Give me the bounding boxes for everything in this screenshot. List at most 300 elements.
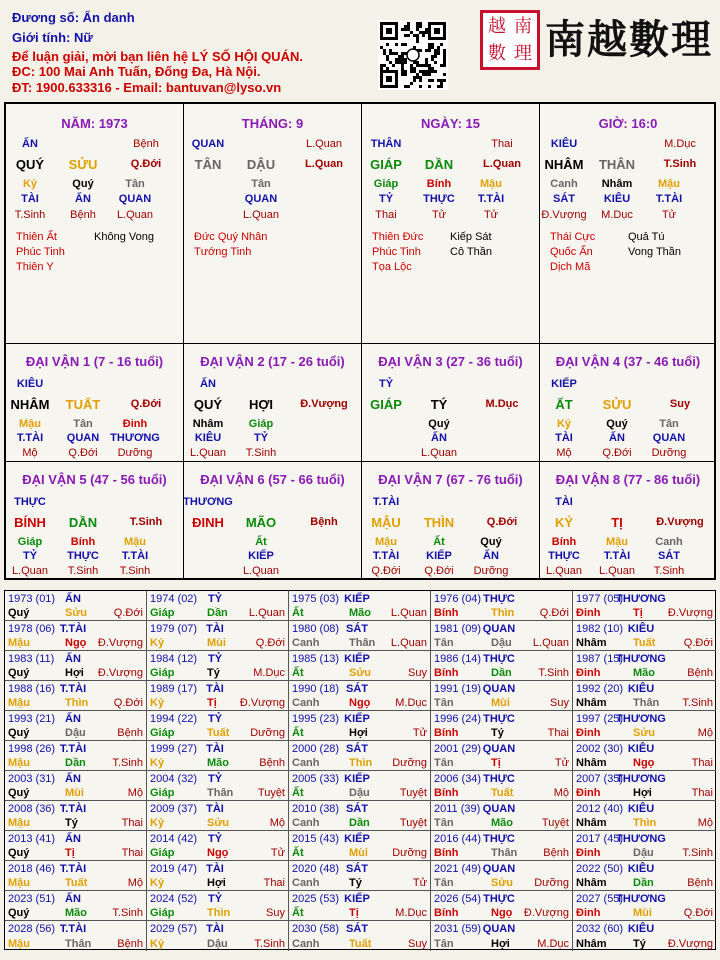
annual-branch: Hợi bbox=[65, 667, 84, 679]
annual-branch: Mão bbox=[65, 907, 87, 919]
hidden-phase: T.Sinh bbox=[14, 209, 46, 221]
annual-year: 1975 (03) bbox=[292, 593, 340, 605]
luck-hidden-god: KIẾP bbox=[248, 550, 274, 562]
luck-hidden-phase: Q.Đới bbox=[602, 447, 632, 459]
annual-cell bbox=[147, 711, 289, 741]
annual-god: ẤN bbox=[65, 833, 81, 845]
annual-phase: Bệnh bbox=[687, 667, 713, 679]
annual-cell bbox=[573, 921, 716, 951]
seal-char: 理 bbox=[514, 42, 532, 64]
annual-year: 2006 (34) bbox=[434, 773, 482, 785]
annual-branch: Tuất bbox=[65, 877, 88, 889]
heavenly-stem: NHÂM bbox=[544, 157, 584, 172]
annual-phase: T.Sinh bbox=[112, 757, 143, 769]
star-left: Đức Quý Nhân bbox=[194, 231, 268, 243]
annual-phase: Dưỡng bbox=[534, 877, 569, 889]
luck-hidden-stem: Ất bbox=[433, 536, 445, 548]
hidden-phase: M.Dục bbox=[601, 209, 633, 221]
luck-hidden-god: SÁT bbox=[658, 550, 680, 562]
annual-year: 1983 (11) bbox=[8, 653, 55, 665]
hidden-god: SÁT bbox=[553, 193, 575, 205]
annual-cell bbox=[289, 591, 431, 621]
annual-phase: Đ.Vượng bbox=[97, 637, 143, 649]
luck-hidden-stem: Quý bbox=[606, 418, 628, 430]
annual-branch: Ngọ bbox=[349, 697, 371, 709]
annual-stem: Nhâm bbox=[576, 697, 607, 709]
annual-year: 2023 (51) bbox=[8, 893, 56, 905]
annual-god: THƯƠNG bbox=[616, 713, 666, 725]
annual-cell bbox=[573, 831, 716, 861]
annual-stem: Canh bbox=[292, 938, 320, 950]
annual-year: 1982 (10) bbox=[576, 623, 624, 635]
annual-year: 1987 (15) bbox=[576, 653, 624, 665]
annual-branch: Sửu bbox=[207, 817, 230, 829]
luck-hidden-phase: T.Sinh bbox=[653, 565, 685, 577]
luck-phase: Q.Đới bbox=[130, 398, 162, 410]
annual-year: 1992 (20) bbox=[576, 683, 624, 695]
earthly-branch: SỬU bbox=[68, 157, 98, 172]
hidden-god: QUAN bbox=[118, 193, 152, 205]
annual-branch: Dần bbox=[349, 817, 370, 829]
annual-god: TỶ bbox=[207, 653, 223, 665]
hidden-stem: Giáp bbox=[373, 178, 399, 190]
luck-hidden-stem: Bính bbox=[70, 536, 96, 548]
annual-phase: T.Sinh bbox=[254, 938, 285, 950]
annual-year: 1979 (07) bbox=[150, 623, 198, 635]
luck-stem: ĐINH bbox=[192, 515, 224, 530]
hidden-god: T.TÀI bbox=[655, 193, 683, 205]
annual-year: 2012 (40) bbox=[576, 803, 624, 815]
annual-branch: Tị bbox=[349, 907, 359, 919]
annual-stem: Canh bbox=[292, 817, 320, 829]
heavenly-stem: TÂN bbox=[194, 157, 222, 172]
annual-branch: Thân bbox=[65, 938, 92, 950]
annual-phase: Thai bbox=[263, 877, 285, 889]
annual-god: KIẾP bbox=[344, 893, 370, 905]
annual-branch: Dần bbox=[491, 667, 512, 679]
annual-phase: Bệnh bbox=[117, 727, 143, 739]
annual-cell bbox=[289, 771, 431, 801]
annual-god: SÁT bbox=[346, 923, 368, 935]
annual-year: 2028 (56) bbox=[8, 923, 56, 935]
annual-year: 2031 (59) bbox=[434, 923, 482, 935]
luck-phase: Bệnh bbox=[310, 516, 338, 528]
annual-branch: Ngọ bbox=[633, 757, 655, 769]
luck-phase: Q.Đới bbox=[486, 516, 518, 528]
annual-branch: Dậu bbox=[207, 938, 228, 950]
luck-hidden-phase: L.Quan bbox=[189, 447, 227, 459]
annual-stem: Giáp bbox=[150, 667, 175, 679]
annual-year: 2018 (46) bbox=[8, 863, 56, 875]
luck-cell bbox=[540, 344, 716, 462]
hidden-god: QUAN bbox=[244, 193, 278, 205]
star-left: Thiên Ất bbox=[16, 231, 57, 243]
annual-god: THỰC bbox=[483, 593, 515, 605]
annual-phase: M.Dục bbox=[537, 938, 569, 950]
hidden-god: ẤN bbox=[75, 193, 91, 205]
luck-title: ĐẠI VẬN 3 (27 - 36 tuổi) bbox=[378, 354, 523, 369]
annual-cell bbox=[147, 861, 289, 891]
luck-hidden-phase: L.Quan bbox=[545, 565, 583, 577]
annual-god: SÁT bbox=[346, 683, 368, 695]
annual-phase: Bệnh bbox=[543, 847, 569, 859]
annual-stem: Mậu bbox=[8, 877, 30, 889]
annual-branch: Tị bbox=[491, 757, 501, 769]
annual-phase: Tuyệt bbox=[399, 817, 427, 829]
annual-stem: Kỷ bbox=[150, 757, 165, 769]
annual-phase: M.Dục bbox=[395, 907, 427, 919]
annual-branch: Sửu bbox=[349, 667, 372, 679]
annual-god: TỶ bbox=[207, 593, 223, 605]
branch-phase: Q.Đới bbox=[130, 158, 162, 170]
annual-stem: Ất bbox=[292, 907, 304, 919]
luck-cell bbox=[6, 344, 184, 462]
annual-phase: L.Quan bbox=[390, 607, 427, 619]
annual-branch: Dần bbox=[207, 607, 228, 619]
annual-god: QUAN bbox=[482, 923, 516, 935]
luck-phase: Đ.Vượng bbox=[300, 398, 348, 410]
annual-year: 2008 (36) bbox=[8, 803, 56, 815]
annual-god: KIẾP bbox=[344, 773, 370, 785]
annual-year: 2000 (28) bbox=[292, 743, 340, 755]
luck-branch: THÌN bbox=[423, 515, 455, 530]
annual-year: 1978 (06) bbox=[8, 623, 56, 635]
luck-phase: M.Dục bbox=[485, 398, 519, 410]
annual-cell bbox=[147, 651, 289, 681]
annual-god: TÀI bbox=[206, 683, 224, 695]
annual-phase: M.Dục bbox=[395, 697, 427, 709]
annual-stem: Bính bbox=[434, 847, 459, 859]
annual-branch: Thân bbox=[491, 847, 518, 859]
luck-hidden-god: T.TÀI bbox=[603, 550, 631, 562]
qr-code-icon bbox=[378, 20, 448, 90]
pillar-top-phase: L.Quan bbox=[305, 138, 343, 150]
luck-stem: GIÁP bbox=[370, 397, 402, 412]
luck-hidden-phase: Q.Đới bbox=[68, 447, 98, 459]
luck-cell bbox=[6, 462, 184, 580]
annual-cell bbox=[5, 711, 147, 741]
annual-stem: Đinh bbox=[576, 847, 601, 859]
annual-branch: Mão bbox=[491, 817, 513, 829]
annual-phase: T.Sinh bbox=[538, 667, 569, 679]
luck-hidden-god: KIẾP bbox=[426, 550, 452, 562]
annual-stem: Giáp bbox=[150, 907, 175, 919]
annual-god: KIẾP bbox=[344, 653, 370, 665]
pillar-top-god: KIÊU bbox=[550, 138, 578, 150]
annual-stem: Kỷ bbox=[150, 697, 165, 709]
annual-branch: Dậu bbox=[65, 727, 86, 739]
annual-cell bbox=[5, 741, 147, 771]
annual-branch: Mùi bbox=[207, 637, 226, 649]
annual-stem: Tân bbox=[434, 938, 454, 950]
hidden-god: TỶ bbox=[378, 193, 394, 205]
annual-phase: L.Quan bbox=[390, 637, 427, 649]
annual-branch: Sửu bbox=[65, 607, 88, 619]
annual-god: ẤN bbox=[65, 893, 81, 905]
annual-cell bbox=[5, 861, 147, 891]
pillar-top-phase: Bệnh bbox=[133, 138, 159, 150]
annual-branch: Thìn bbox=[491, 607, 515, 619]
pillar-top-phase: Thai bbox=[491, 138, 513, 150]
annual-god: SÁT bbox=[346, 803, 368, 815]
annual-god: ẤN bbox=[65, 713, 81, 725]
annual-branch: Thìn bbox=[349, 757, 373, 769]
annual-year: 1973 (01) bbox=[8, 593, 56, 605]
annual-stem: Mậu bbox=[8, 757, 30, 769]
pillar-title: THÁNG: 9 bbox=[241, 116, 304, 131]
annual-year: 2005 (33) bbox=[292, 773, 340, 785]
annual-stem: Ất bbox=[292, 607, 304, 619]
annual-cell bbox=[289, 711, 431, 741]
annual-year: 1986 (14) bbox=[434, 653, 482, 665]
annual-branch: Mùi bbox=[65, 787, 84, 799]
luck-hidden-stem: Mậu bbox=[375, 536, 397, 548]
luck-cell bbox=[184, 344, 362, 462]
annual-phase: Dưỡng bbox=[392, 757, 427, 769]
annual-year: 1984 (12) bbox=[150, 653, 198, 665]
hidden-stem: Kỷ bbox=[22, 178, 38, 190]
annual-stem: Tân bbox=[434, 817, 454, 829]
annual-year: 1990 (18) bbox=[292, 683, 340, 695]
luck-hidden-god: ẤN bbox=[483, 550, 499, 562]
gender: Giới tính: Nữ bbox=[12, 30, 93, 45]
annual-branch: Mão bbox=[633, 667, 655, 679]
annual-stem: Ất bbox=[292, 847, 304, 859]
luck-hidden-god: TỶ bbox=[22, 550, 38, 562]
annual-stem: Quý bbox=[8, 607, 30, 619]
annual-phase: Q.Đới bbox=[113, 697, 143, 709]
luck-hidden-phase: Dưỡng bbox=[651, 447, 687, 459]
earthly-branch: DẦN bbox=[424, 157, 454, 172]
luck-branch: TUẤT bbox=[65, 397, 101, 412]
annual-year: 2014 (42) bbox=[150, 833, 198, 845]
annual-phase: Q.Đới bbox=[683, 907, 713, 919]
annual-year: 2002 (30) bbox=[576, 743, 624, 755]
annual-stem: Đinh bbox=[576, 727, 601, 739]
annual-god: THƯƠNG bbox=[616, 593, 666, 605]
annual-god: T.TÀI bbox=[59, 683, 87, 695]
luck-title: ĐẠI VẬN 5 (47 - 56 tuổi) bbox=[22, 472, 167, 487]
annual-god: KIÊU bbox=[627, 623, 655, 635]
annual-god: THỰC bbox=[483, 833, 515, 845]
annual-year: 1988 (16) bbox=[8, 683, 56, 695]
annual-cell bbox=[573, 621, 716, 651]
annual-god: THƯƠNG bbox=[616, 833, 666, 845]
luck-title: ĐẠI VẬN 8 (77 - 86 tuổi) bbox=[555, 472, 701, 487]
annual-god: QUAN bbox=[482, 863, 516, 875]
hidden-stem: Quý bbox=[72, 178, 94, 190]
annual-branch: Ngọ bbox=[207, 847, 229, 859]
annual-phase: Thai bbox=[121, 817, 143, 829]
annual-cell bbox=[289, 681, 431, 711]
annual-year: 2017 (45) bbox=[576, 833, 624, 845]
annual-grid bbox=[4, 590, 716, 950]
annual-cell bbox=[5, 651, 147, 681]
annual-year: 2032 (60) bbox=[576, 923, 624, 935]
annual-phase: Bệnh bbox=[687, 877, 713, 889]
hidden-phase: L.Quan bbox=[116, 209, 154, 221]
luck-stem: NHÂM bbox=[10, 397, 50, 412]
annual-year: 2030 (58) bbox=[292, 923, 340, 935]
annual-cell bbox=[289, 801, 431, 831]
annual-cell bbox=[289, 741, 431, 771]
annual-cell bbox=[431, 591, 573, 621]
luck-god: T.TÀI bbox=[372, 496, 400, 508]
annual-branch: Dần bbox=[633, 877, 654, 889]
annual-year: 2003 (31) bbox=[8, 773, 56, 785]
address: ĐC: 100 Mai Anh Tuấn, Đống Đa, Hà Nội. bbox=[12, 64, 261, 79]
annual-phase: Q.Đới bbox=[683, 637, 713, 649]
annual-cell bbox=[431, 711, 573, 741]
annual-branch: Tý bbox=[633, 938, 646, 950]
annual-branch: Tý bbox=[207, 667, 220, 679]
annual-phase: Bệnh bbox=[259, 757, 285, 769]
luck-hidden-phase: Mộ bbox=[556, 447, 572, 459]
annual-phase: L.Quan bbox=[248, 607, 285, 619]
annual-stem: Quý bbox=[8, 727, 30, 739]
annual-year: 2007 (35) bbox=[576, 773, 624, 785]
annual-stem: Ất bbox=[292, 667, 304, 679]
annual-cell bbox=[147, 591, 289, 621]
hidden-phase: Đ.Vượng bbox=[541, 209, 587, 221]
luck-title: ĐẠI VẬN 7 (67 - 76 tuổi) bbox=[378, 472, 523, 487]
annual-stem: Nhâm bbox=[576, 637, 607, 649]
annual-phase: Đ.Vượng bbox=[667, 938, 713, 950]
luck-hidden-stem: Ất bbox=[255, 536, 267, 548]
annual-stem: Kỷ bbox=[150, 817, 165, 829]
annual-phase: Tử bbox=[412, 877, 427, 889]
annual-stem: Đinh bbox=[576, 787, 601, 799]
luck-cell bbox=[362, 462, 540, 580]
annual-phase: T.Sinh bbox=[682, 847, 713, 859]
luck-title: ĐẠI VẬN 2 (17 - 26 tuổi) bbox=[200, 354, 345, 369]
annual-stem: Kỷ bbox=[150, 938, 165, 950]
annual-branch: Tý bbox=[491, 727, 504, 739]
annual-god: THƯƠNG bbox=[616, 773, 666, 785]
luck-stem: MẬU bbox=[371, 515, 401, 530]
luck-hidden-god: T.TÀI bbox=[372, 550, 400, 562]
annual-year: 2001 (29) bbox=[434, 743, 482, 755]
owner-name: Đương số: Ẩn danh bbox=[12, 10, 135, 25]
annual-branch: Tị bbox=[207, 697, 217, 709]
annual-branch: Hợi bbox=[349, 727, 368, 739]
chart-grid bbox=[4, 102, 716, 580]
annual-cell bbox=[431, 651, 573, 681]
annual-stem: Canh bbox=[292, 877, 320, 889]
luck-hidden-stem: Quý bbox=[428, 418, 450, 430]
annual-god: THƯƠNG bbox=[616, 653, 666, 665]
annual-stem: Bính bbox=[434, 907, 459, 919]
annual-cell bbox=[431, 861, 573, 891]
hidden-stem: Mậu bbox=[480, 178, 502, 190]
annual-year: 2020 (48) bbox=[292, 863, 340, 875]
annual-year: 2016 (44) bbox=[434, 833, 482, 845]
luck-hidden-phase: Mộ bbox=[22, 447, 38, 459]
annual-stem: Bính bbox=[434, 667, 459, 679]
star-left: Phúc Tinh bbox=[372, 246, 421, 258]
luck-hidden-phase: Q.Đới bbox=[371, 565, 401, 577]
annual-cell bbox=[573, 711, 716, 741]
annual-god: ẤN bbox=[65, 773, 81, 785]
luck-hidden-stem: Mậu bbox=[19, 418, 41, 430]
annual-phase: Mộ bbox=[269, 817, 285, 829]
annual-year: 1991 (19) bbox=[434, 683, 482, 695]
luck-hidden-stem: Đinh bbox=[122, 418, 148, 430]
annual-god: T.TÀI bbox=[59, 863, 87, 875]
annual-branch: Thìn bbox=[633, 817, 657, 829]
annual-stem: Đinh bbox=[576, 907, 601, 919]
hidden-stem: Canh bbox=[550, 178, 578, 190]
luck-hidden-stem: Tân bbox=[659, 418, 679, 430]
annual-phase: Mộ bbox=[697, 727, 713, 739]
annual-phase: Tử bbox=[554, 757, 569, 769]
star-right: Kiếp Sát bbox=[450, 231, 492, 243]
annual-stem: Nhâm bbox=[576, 877, 607, 889]
luck-hidden-god: ẤN bbox=[431, 432, 447, 444]
annual-branch: Sửu bbox=[491, 877, 514, 889]
annual-year: 1974 (02) bbox=[150, 593, 198, 605]
annual-stem: Quý bbox=[8, 907, 30, 919]
annual-phase: Suy bbox=[408, 667, 427, 679]
annual-cell bbox=[5, 681, 147, 711]
pillar-top-god: QUAN bbox=[191, 138, 225, 150]
annual-god: KIÊU bbox=[627, 923, 655, 935]
earthly-branch: THÂN bbox=[598, 157, 636, 172]
annual-cell bbox=[431, 921, 573, 951]
annual-branch: Dần bbox=[65, 757, 86, 769]
annual-year: 2025 (53) bbox=[292, 893, 340, 905]
annual-god: TỶ bbox=[207, 893, 223, 905]
annual-year: 2024 (52) bbox=[150, 893, 198, 905]
annual-branch: Mão bbox=[207, 757, 229, 769]
annual-god: QUAN bbox=[482, 623, 516, 635]
annual-stem: Bính bbox=[434, 607, 459, 619]
hidden-phase: Bệnh bbox=[70, 209, 96, 221]
annual-year: 2029 (57) bbox=[150, 923, 198, 935]
annual-stem: Ất bbox=[292, 727, 304, 739]
luck-hidden-stem: Bính bbox=[551, 536, 577, 548]
annual-god: SÁT bbox=[346, 863, 368, 875]
annual-year: 1993 (21) bbox=[8, 713, 56, 725]
annual-god: QUAN bbox=[482, 683, 516, 695]
annual-year: 1996 (24) bbox=[434, 713, 482, 725]
annual-god: TỶ bbox=[207, 773, 223, 785]
luck-hidden-god: KIÊU bbox=[194, 432, 222, 444]
annual-branch: Tuất bbox=[349, 938, 372, 950]
annual-stem: Nhâm bbox=[576, 757, 607, 769]
annual-cell bbox=[573, 681, 716, 711]
annual-phase: Q.Đới bbox=[539, 607, 569, 619]
annual-phase: Thai bbox=[691, 757, 713, 769]
annual-god: TÀI bbox=[206, 623, 224, 635]
phone-email[interactable]: ĐT: 1900.633316 - Email: bantuvan@lyso.vn bbox=[12, 80, 282, 95]
annual-phase: Đ.Vượng bbox=[523, 907, 569, 919]
luck-hidden-phase: L.Quan bbox=[11, 565, 49, 577]
annual-branch: Hợi bbox=[491, 938, 510, 950]
annual-phase: Đ.Vượng bbox=[97, 667, 143, 679]
luck-hidden-phase: Dưỡng bbox=[473, 565, 509, 577]
annual-god: KIÊU bbox=[627, 743, 655, 755]
hidden-phase: L.Quan bbox=[242, 209, 280, 221]
annual-phase: Thai bbox=[691, 787, 713, 799]
luck-hidden-stem: Kỷ bbox=[556, 418, 572, 430]
luck-cell bbox=[184, 462, 362, 580]
annual-phase: Dưỡng bbox=[392, 847, 427, 859]
annual-god: TÀI bbox=[206, 743, 224, 755]
annual-cell bbox=[573, 801, 716, 831]
annual-god: QUAN bbox=[482, 803, 516, 815]
annual-cell bbox=[289, 891, 431, 921]
